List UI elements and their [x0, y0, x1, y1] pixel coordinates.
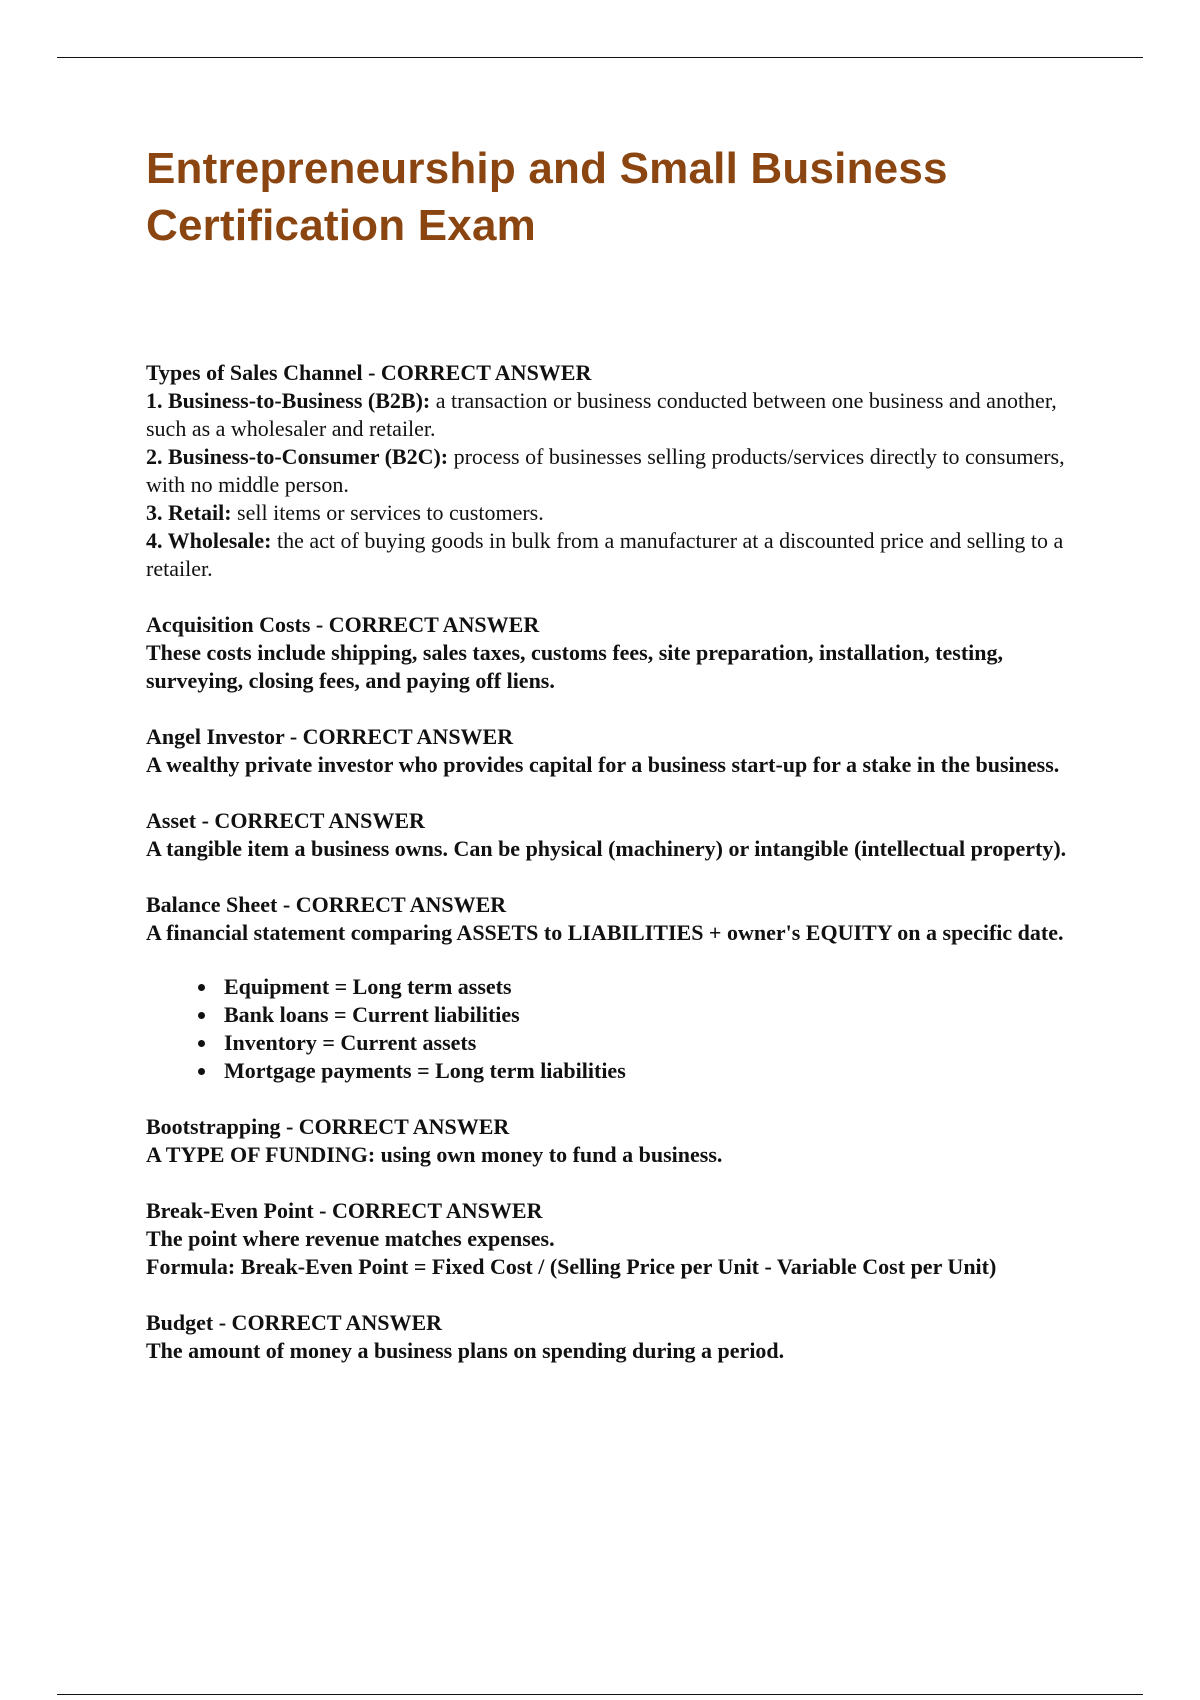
question: Budget - CORRECT ANSWER	[146, 1310, 443, 1335]
list-item	[146, 443, 1096, 499]
definition: process of businesses selling products/services directly to consumers, with no middle person.	[146, 444, 1065, 497]
answer: A TYPE OF FUNDING: using own money to fund a business.	[146, 1142, 723, 1167]
answer: A wealthy private investor who provides capital for a business start-up for a stake in the business.	[146, 752, 1060, 777]
document-title	[146, 140, 1096, 254]
qa-entry-asset	[146, 807, 1096, 863]
question: Balance Sheet - CORRECT ANSWER	[146, 892, 507, 917]
qa-list	[146, 359, 1096, 1365]
qa-entry-balance-sheet	[146, 891, 1096, 1085]
term: 3. Retail:	[146, 500, 232, 525]
list-item: • Inventory = Current assets	[218, 1029, 1096, 1057]
question: Types of Sales Channel - CORRECT ANSWER	[146, 360, 592, 385]
qa-entry-bootstrapping	[146, 1113, 1096, 1169]
term: 1. Business-to-Business (B2B):	[146, 388, 431, 413]
list-item: • Bank loans = Current liabilities	[218, 1001, 1096, 1029]
definition: sell items or services to customers.	[231, 500, 544, 525]
list-item: • Mortgage payments = Long term liabilities	[218, 1057, 1096, 1085]
bullet-list	[146, 973, 1096, 1085]
list-item: • Equipment = Long term assets	[218, 973, 1096, 1001]
answer: The amount of money a business plans on spending during a period.	[146, 1338, 785, 1363]
list-item	[146, 499, 1096, 527]
term: 4. Wholesale:	[146, 528, 272, 553]
document-title-line-2: Certification Exam	[146, 201, 536, 250]
question: Bootstrapping - CORRECT ANSWER	[146, 1114, 510, 1139]
answer: The point where revenue matches expenses.	[146, 1226, 555, 1251]
qa-entry-sales-channel	[146, 359, 1096, 583]
qa-entry-acquisition-costs	[146, 611, 1096, 695]
qa-entry-budget	[146, 1309, 1096, 1365]
question: Acquisition Costs - CORRECT ANSWER	[146, 612, 540, 637]
answer: These costs include shipping, sales taxes, customs fees, site preparation, installation, testing, surveying, closing fees, and paying off liens.	[146, 640, 1004, 693]
footer-rule	[57, 1694, 1143, 1695]
answer: A tangible item a business owns. Can be physical (machinery) or intangible (intellectual property).	[146, 836, 1067, 861]
term: 2. Business-to-Consumer (B2C):	[146, 444, 449, 469]
question: Angel Investor - CORRECT ANSWER	[146, 724, 514, 749]
document-title-line-1: Entrepreneurship and Small Business	[146, 144, 948, 193]
header-rule	[57, 57, 1143, 58]
list-item	[146, 387, 1096, 443]
question: Asset - CORRECT ANSWER	[146, 808, 425, 833]
answer: A financial statement comparing ASSETS to LIABILITIES + owner's EQUITY on a specific date.	[146, 920, 1064, 945]
formula: Formula: Break-Even Point = Fixed Cost / (Selling Price per Unit - Variable Cost per Unit)	[146, 1254, 997, 1279]
question: Break-Even Point - CORRECT ANSWER	[146, 1198, 543, 1223]
definition: the act of buying goods in bulk from a manufacturer at a discounted price and selling to a retailer.	[146, 528, 1064, 581]
list-item	[146, 527, 1096, 583]
qa-entry-break-even-point	[146, 1197, 1096, 1281]
qa-entry-angel-investor	[146, 723, 1096, 779]
definition: a transaction or business conducted between one business and another, such as a wholesaler and retailer.	[146, 388, 1057, 441]
document-body	[146, 140, 1096, 1393]
